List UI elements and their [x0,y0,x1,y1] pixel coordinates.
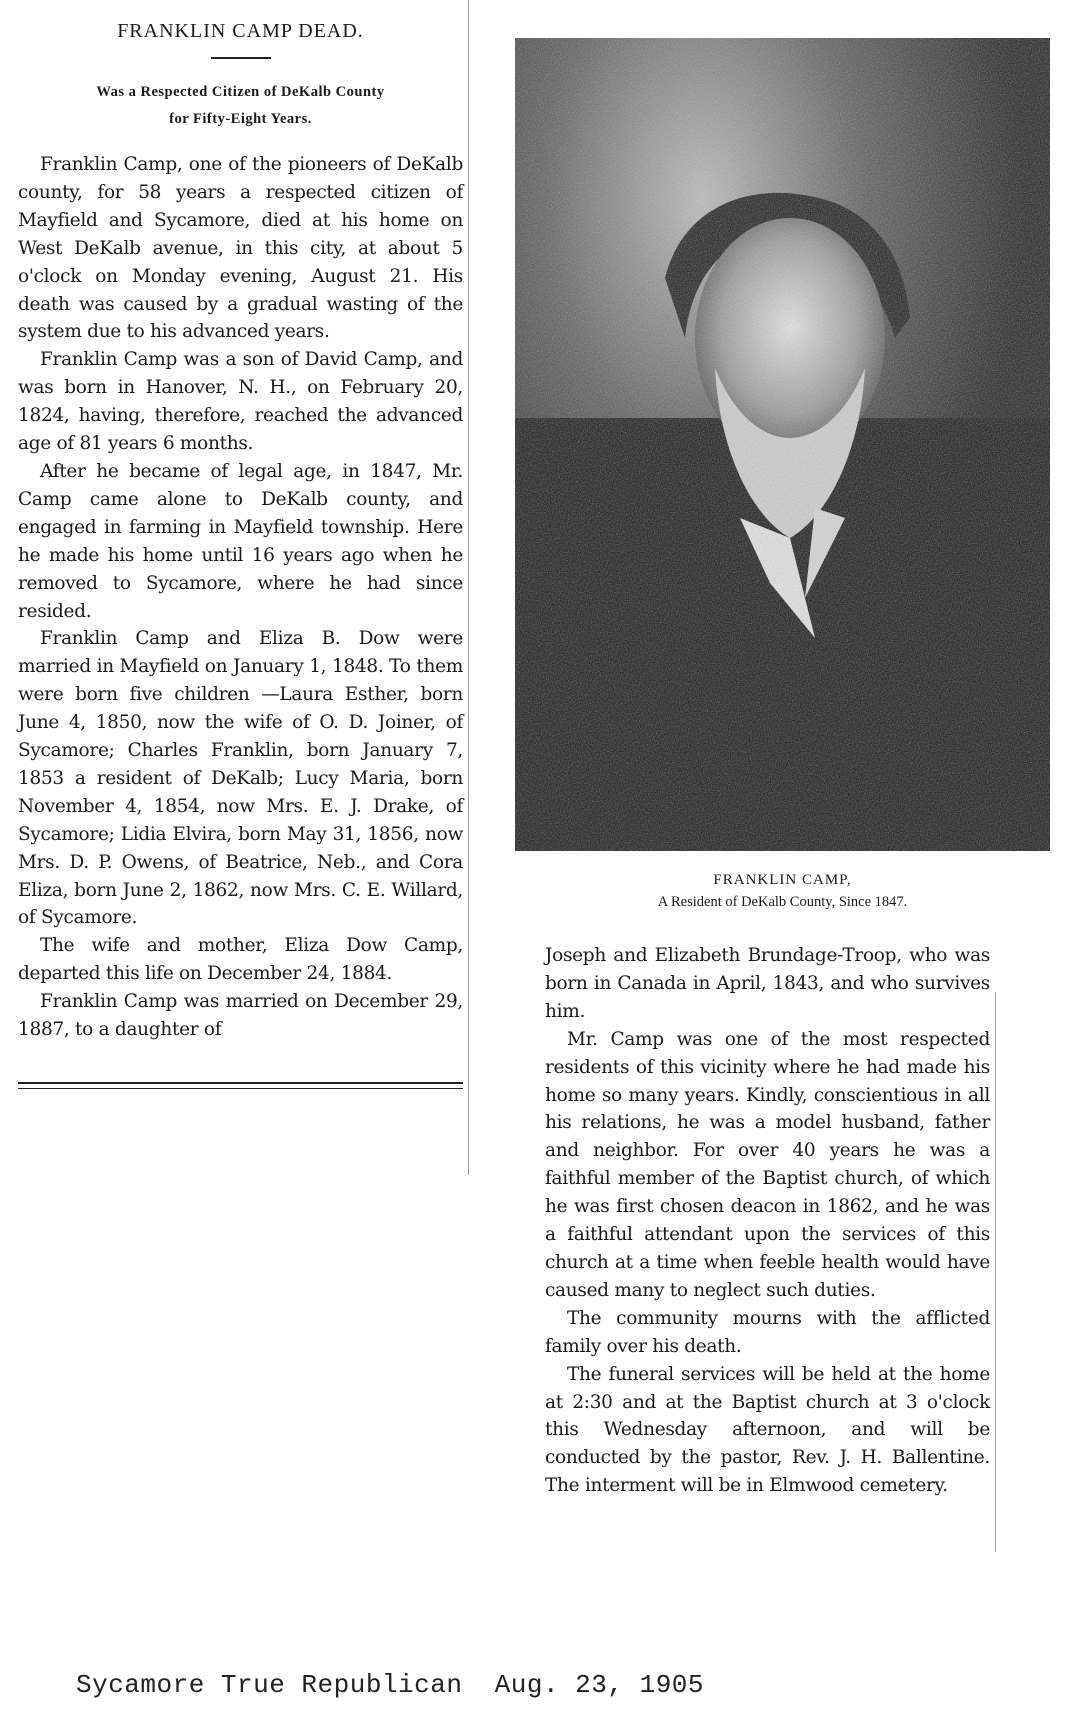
paragraph: The funeral services will be held at the home at 2:30 and at the Baptist church at 3 o'clock this Wednesday afternoon, and will be conducted by the pastor, Rev. J. H. Ballentine. The interment will be in Elmwood cemetery. [545,1363,990,1497]
subhead-line-2: for Fifty-Eight Years. [169,111,312,127]
article-headline: FRANKLIN CAMP DEAD. [117,20,364,42]
photo-caption-subtitle: A Resident of DeKalb County, Since 1847. [657,894,908,910]
paragraph: Franklin Camp and Eliza B. Dow were married in Mayfield on January 1, 1848. To them were born five children —Laura Esther, born June 4, 1850, now the wife of O. D. Joiner, of Sycamore; Charles Franklin, born January 7, 1853 a resident of DeKalb; Lucy Maria, born November 4, 1854, now Mrs. E. J. Drake, of Sycamore; Lidia Elvira, born May 31, 1856, now Mrs. D. P. Owens, of Beatrice, Neb., and Cora Eliza, born June 2, 1862, now Mrs. C. E. Willard, of Sycamore. [18,628,463,929]
paragraph: After he became of legal age, in 1847, Mr. Camp came alone to DeKalb county, and engaged in farming in Mayfield township. Here he made his home until 16 years ago when he removed to Sycamore, where he had since resided. [18,460,463,622]
portrait-illustration [515,38,1050,851]
headline-dash-divider [211,57,271,59]
subhead-line-1: Was a Respected Citizen of DeKalb County [96,84,385,100]
paragraph: Franklin Camp was a son of David Camp, and was born in Hanover, N. H., on February 20, 1824, having, therefore, reached the advanced age of 81 years 6 months. [18,349,463,455]
column-rule [995,992,996,1552]
source-citation: Sycamore True Republican Aug. 23, 1905 [76,1670,704,1700]
photo-caption-name: FRANKLIN CAMP, [713,872,852,888]
left-column [18,0,463,1089]
paragraph: The wife and mother, Eliza Dow Camp, departed this life on December 24, 1884. [18,935,463,985]
article-end-rule [18,1082,463,1089]
article-body-left [18,151,463,1044]
paragraph: Franklin Camp, one of the pioneers of DeKalb county, for 58 years a respected citizen of Mayfield and Sycamore, died at his home on West DeKalb avenue, in this city, at about 5 o'clock on Monday evening, August 21. His death was caused by a gradual wasting of the system due to his advanced years. [18,154,463,343]
paragraph-continuation: Joseph and Elizabeth Brundage-Troop, who was born in Canada in April, 1843, and who survives him. [545,945,990,1022]
paragraph: Mr. Camp was one of the most respected residents of this vicinity where he had made his home so many years. Kindly, conscientious in all his relations, he was a model husband, father and neighbor. For over 40 years he was a faithful member of the Baptist church, of which he was first chosen deacon in 1862, and he was a faithful attendant upon the services of this church at a time when feeble health would have caused many to neglect such duties. [545,1028,990,1301]
column-rule [468,0,469,1175]
portrait-photo [515,38,1050,851]
article-subhead [18,79,463,133]
article-body-right [545,942,990,1500]
paragraph: Franklin Camp was married on December 29, 1887, to a daughter of [18,991,463,1041]
paragraph: The community mourns with the afflicted family over his death. [545,1307,990,1357]
